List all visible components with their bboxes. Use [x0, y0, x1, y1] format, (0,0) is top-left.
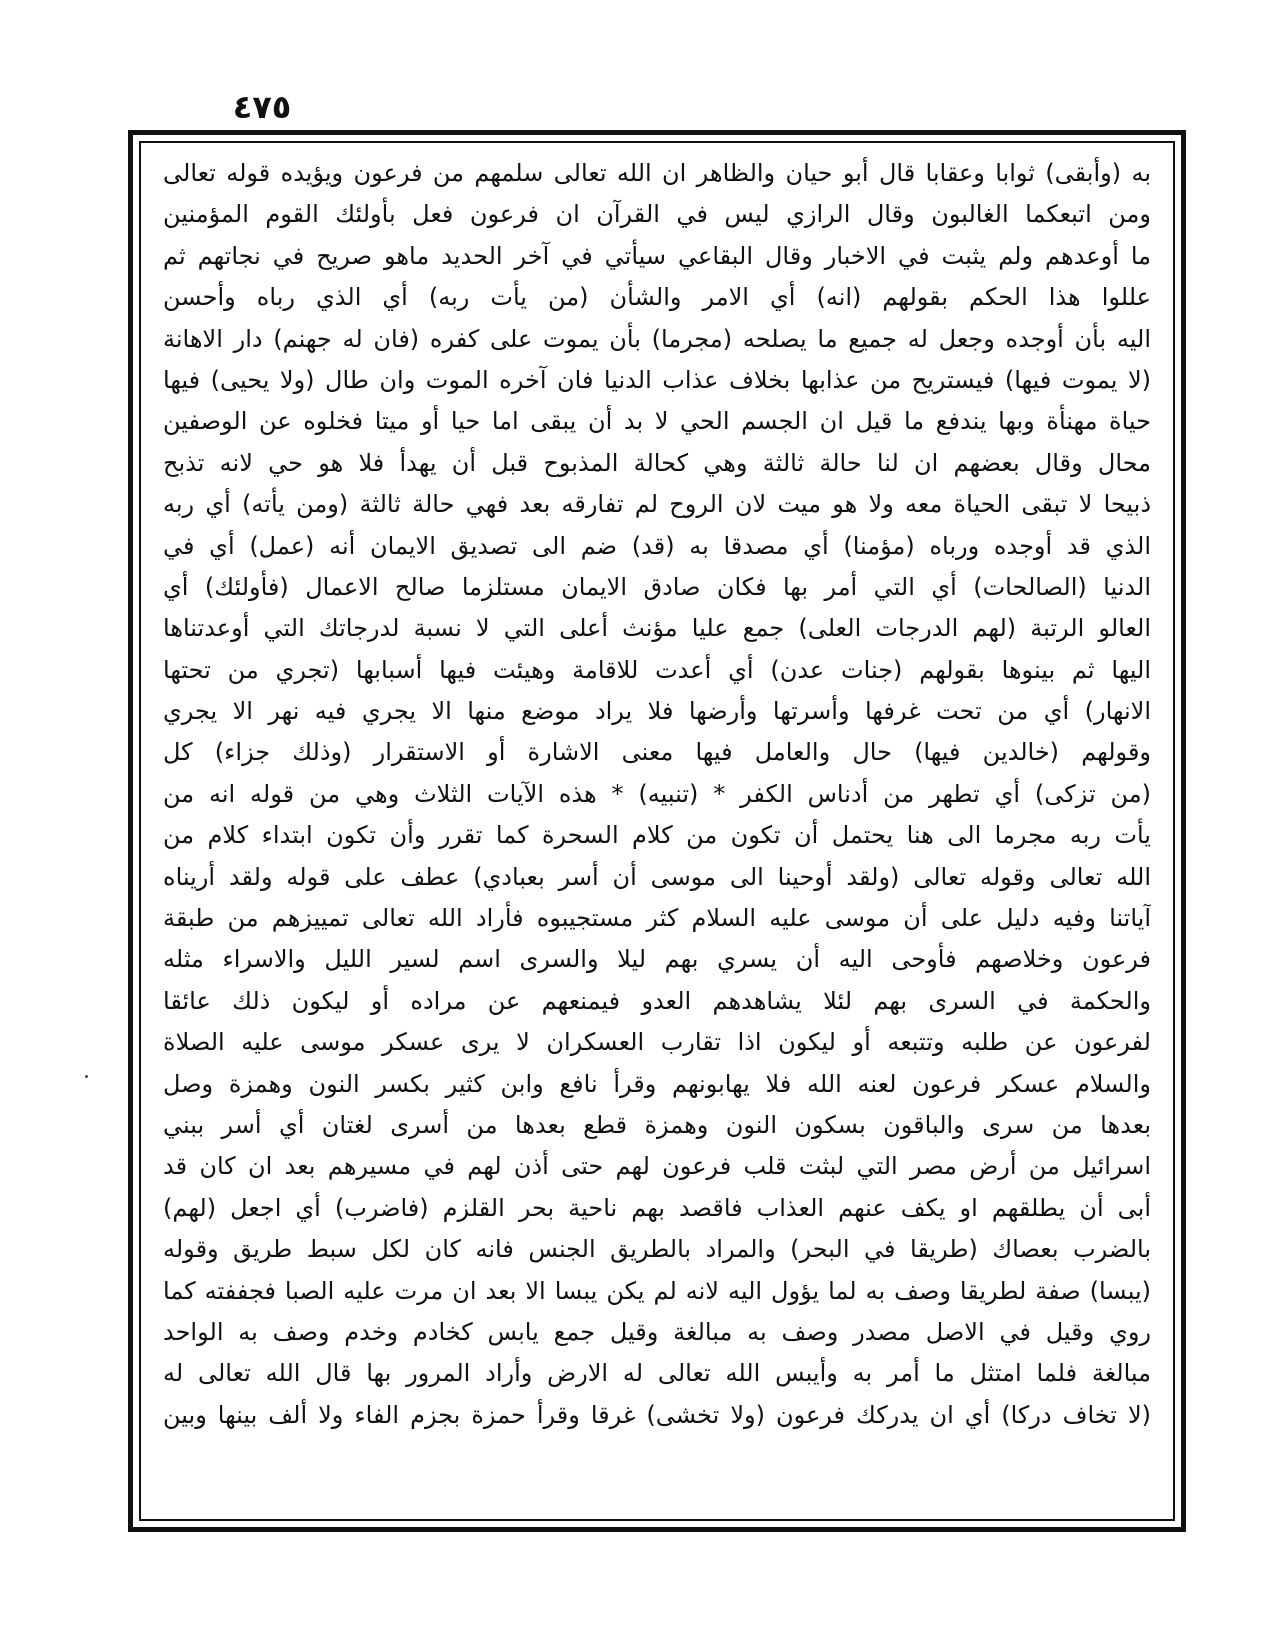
text-line: يأت ربه مجرما الى هنا يحتمل أن تكون من كلام السحرة كما تقرر وأن تكون ابتداء كلام من	[163, 821, 1151, 850]
text-line: (يبسا) صفة لطريقا وصف به لما يؤول اليه لانه لم يكن يبسا الا بعد ان مرت عليه الصبا فجففته كما	[163, 1276, 1151, 1305]
text-line: اليها ثم بينوها بقولهم (جنات عدن) أي أعدت للاقامة وهيئت فيها أسبابها (تجري من تحتها	[163, 655, 1151, 684]
text-line: بالضرب بعصاك (طريقا في البحر) والمراد بالطريق الجنس فانه كان لكل سبط طريق وقوله	[163, 1235, 1151, 1264]
text-line: الله تعالى وقوله تعالى (ولقد أوحينا الى موسى أن أسر بعبادي) عطف على قوله ولقد أريناه	[163, 862, 1151, 891]
text-line: العالو الرتبة (لهم الدرجات العلى) جمع عليا مؤنث أعلى التي لا نسبة لدرجاتك التي أوعدتناها	[163, 614, 1151, 643]
page-frame	[128, 130, 1186, 1532]
text-line: مبالغة فلما امتثل ما أمر به وأيبس الله تعالى له الارض وأراد المرور بها قال الله تعالى له	[163, 1359, 1151, 1388]
text-line: به (وأبقى) ثوابا وعقابا قال أبو حيان والظاهر ان الله تعالى سلمهم من فرعون ويؤيده قوله تعالى	[163, 159, 1151, 187]
text-line: حياة مهنأة وبها يندفع ما قيل ان الجسم الحي لا بد أن يبقى اما حيا أو ميتا فخلوه عن الوصفين	[163, 407, 1151, 436]
text-line: الذي قد أوجده ورباه (مؤمنا) أي مصدقا به (قد) ضم الى تصديق الايمان أنه (عمل) أي في	[163, 531, 1151, 560]
text-line: (لا تخاف دركا) أي ان يدركك فرعون (ولا تخشى) غرقا وقرأ حمزة بجزم الفاء ولا ألف بينها وبين	[163, 1400, 1151, 1429]
text-line: آياتنا وفيه دليل على أن موسى عليه السلام كثر مستجيبوه فأراد الله تعالى تمييزهم من طبقة	[163, 904, 1151, 933]
text-line: اليه بأن أوجده وجعل له جميع ما يصلحه (مجرما) بأن يموت على كفره (فان له جهنم) دار الاهانة	[163, 324, 1151, 353]
text-line: أبى أن يطلقهم او يكف عنهم العذاب فاقصد بهم ناحية بحر القلزم (فاضرب) أي اجعل (لهم)	[163, 1193, 1151, 1222]
text-line: (لا يموت فيها) فيستريح من عذابها بخلاف عذاب الدنيا فان آخره الموت وان طال (ولا يحيى) فيها	[163, 365, 1151, 394]
text-line: محال وقال بعضهم ان لنا حالة ثالثة وهي كحالة المذبوح قبل أن يهدأ فلا هو حي لانه تذبح	[163, 448, 1151, 477]
text-line: بعدها من سرى والباقون بسكون النون وهمزة قطع بعدها من أسرى لغتان أي أسر ببني	[163, 1110, 1151, 1139]
text-line: والسلام عسكر فرعون لعنه الله فلا يهابونهم وقرأ نافع وابن كثير بكسر النون وهمزة وصل	[163, 1069, 1151, 1098]
text-body	[163, 153, 1151, 1509]
page-frame-inner	[139, 141, 1175, 1521]
text-line: والحكمة في السرى بهم لئلا يشاهدهم العدو فيمنعهم عن مراده أو ليكون ذلك عائقا	[163, 986, 1151, 1015]
scan-speck	[85, 1075, 88, 1078]
page-number: ٤٧٥	[232, 88, 292, 126]
text-line: لفرعون عن طلبه وتتبعه أو ليكون اذا تقارب العسكران لا يرى عسكر موسى عليه الصلاة	[163, 1028, 1151, 1057]
text-line: ومن اتبعكما الغالبون وقال الرازي ليس في القرآن ان فرعون فعل بأولئك القوم المؤمنين	[163, 200, 1151, 229]
text-line: وقولهم (خالدين فيها) حال والعامل فيها معنى الاشارة أو الاستقرار (وذلك جزاء) كل	[163, 738, 1151, 767]
text-line: روي وقيل في الاصل مصدر وصف به مبالغة وقيل جمع يابس كخادم وخدم وصف به الواحد	[163, 1317, 1151, 1346]
text-line: اسرائيل من أرض مصر التي لبثت قلب فرعون لهم حتى أذن لهم في مسيرهم بعد ان كان قد	[163, 1152, 1151, 1181]
text-line: ذبيحا لا تبقى الحياة معه ولا هو ميت لان الروح لم تفارقه بعد فهي حالة ثالثة (ومن يأته) أي ربه	[163, 490, 1151, 519]
text-line: ما أوعدهم ولم يثبت في الاخبار وقال البقاعي سيأتي في آخر الحديد ماهو صريح في نجاتهم ثم	[163, 241, 1151, 270]
text-line: عللوا هذا الحكم بقولهم (انه) أي الامر والشأن (من يأت ربه) أي الذي رباه وأحسن	[163, 283, 1151, 312]
text-line: فرعون وخلاصهم فأوحى اليه أن يسري بهم ليلا والسرى اسم لسير الليل والاسراء مثله	[163, 945, 1151, 974]
text-line: الدنيا (الصالحات) أي التي أمر بها فكان صادق الايمان مستلزما صالح الاعمال (فأولئك) أي	[163, 572, 1151, 601]
text-line: (من تزكى) أي تطهر من أدناس الكفر * (تنبيه) * هذه الآيات الثلاث وهي من قوله انه من	[163, 779, 1151, 808]
text-line: الانهار) أي من تحت غرفها وأسرتها وأرضها فلا يراد موضع منها الا يجري فيه نهر الا يجري	[163, 697, 1151, 726]
